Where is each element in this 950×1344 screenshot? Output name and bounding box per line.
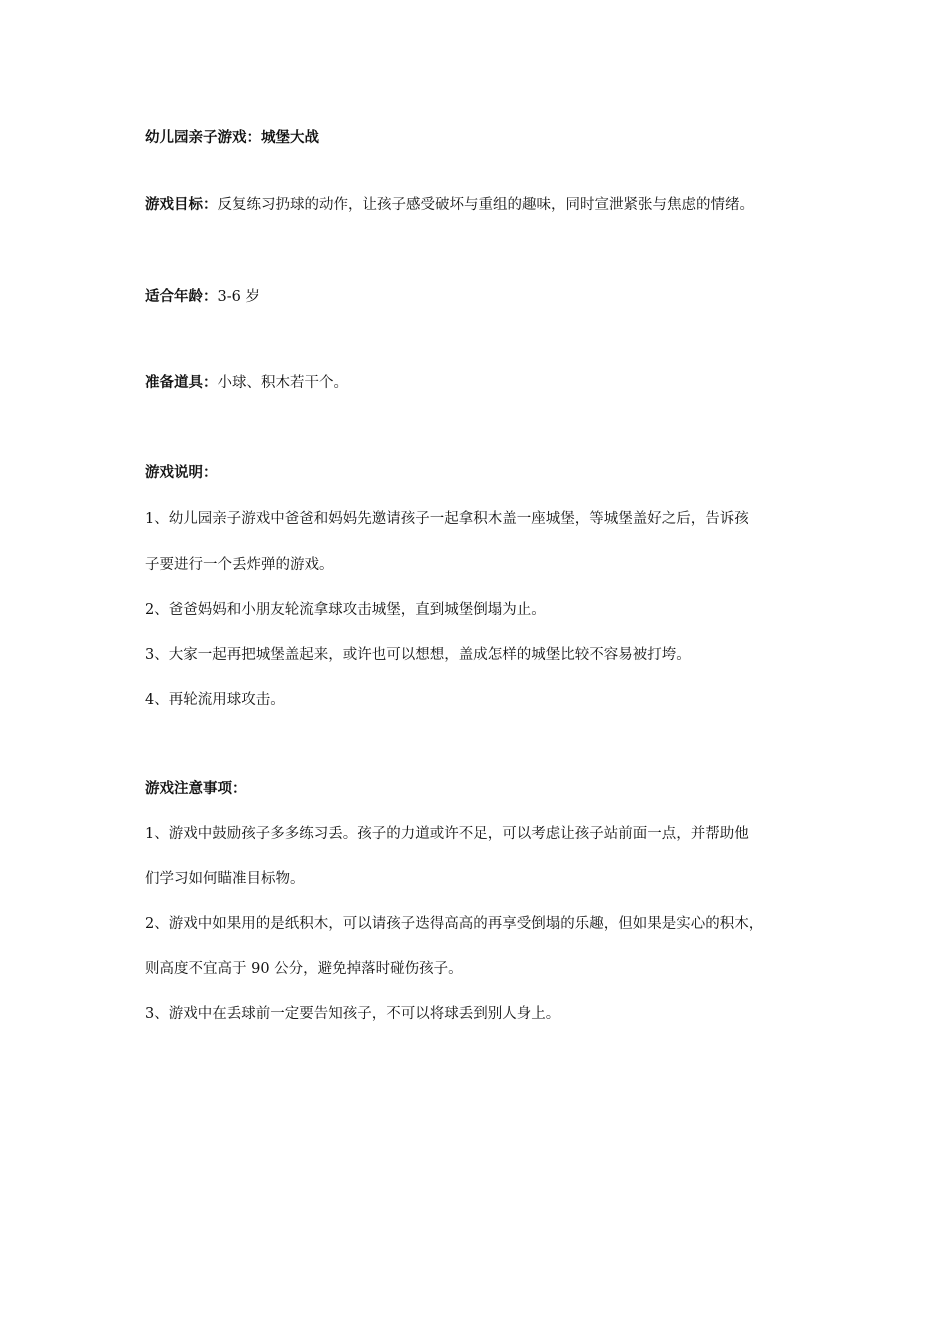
notes-line: 1、游戏中鼓励孩子多多练习丢。孩子的力道或许不足，可以考虑让孩子站前面一点，并帮助他 [145,826,749,842]
age-paragraph [145,287,825,307]
props-label: 准备道具： [145,374,218,391]
goal-label: 游戏目标： [145,196,218,213]
props-text: 小球、积木若干个。 [217,375,348,391]
props-paragraph [145,373,825,393]
document-title: 幼儿园亲子游戏：城堡大战 [145,129,319,146]
instructions-line: 1、幼儿园亲子游戏中爸爸和妈妈先邀请孩子一起拿积木盖一座城堡，等城堡盖好之后，告诉孩 [145,511,749,527]
instructions-line: 子要进行一个丢炸弹的游戏。 [145,557,334,573]
age-label: 适合年龄： [145,288,218,305]
instructions-line: 4、再轮流用球攻击。 [145,692,285,708]
goal-paragraph [145,195,825,215]
instructions-line: 2、爸爸妈妈和小朋友轮流拿球攻击城堡，直到城堡倒塌为止。 [145,602,546,618]
notes-line: 们学习如何瞄准目标物。 [145,871,305,887]
instructions-line: 3、大家一起再把城堡盖起来，或许也可以想想，盖成怎样的城堡比较不容易被打垮。 [145,647,691,663]
age-text: 3-6 岁 [217,289,260,305]
notes-line: 2、游戏中如果用的是纸积木，可以请孩子迭得高高的再享受倒塌的乐趣，但如果是实心的积木， [145,916,764,932]
notes-line: 3、游戏中在丢球前一定要告知孩子，不可以将球丢到别人身上。 [145,1006,561,1022]
notes-line: 则高度不宜高于 90 公分，避免掉落时碰伤孩子。 [145,961,463,977]
notes-heading: 游戏注意事项： [145,780,247,797]
instructions-heading: 游戏说明： [145,464,218,481]
goal-text: 反复练习扔球的动作，让孩子感受破坏与重组的趣味，同时宣泄紧张与焦虑的情绪。 [217,197,754,213]
